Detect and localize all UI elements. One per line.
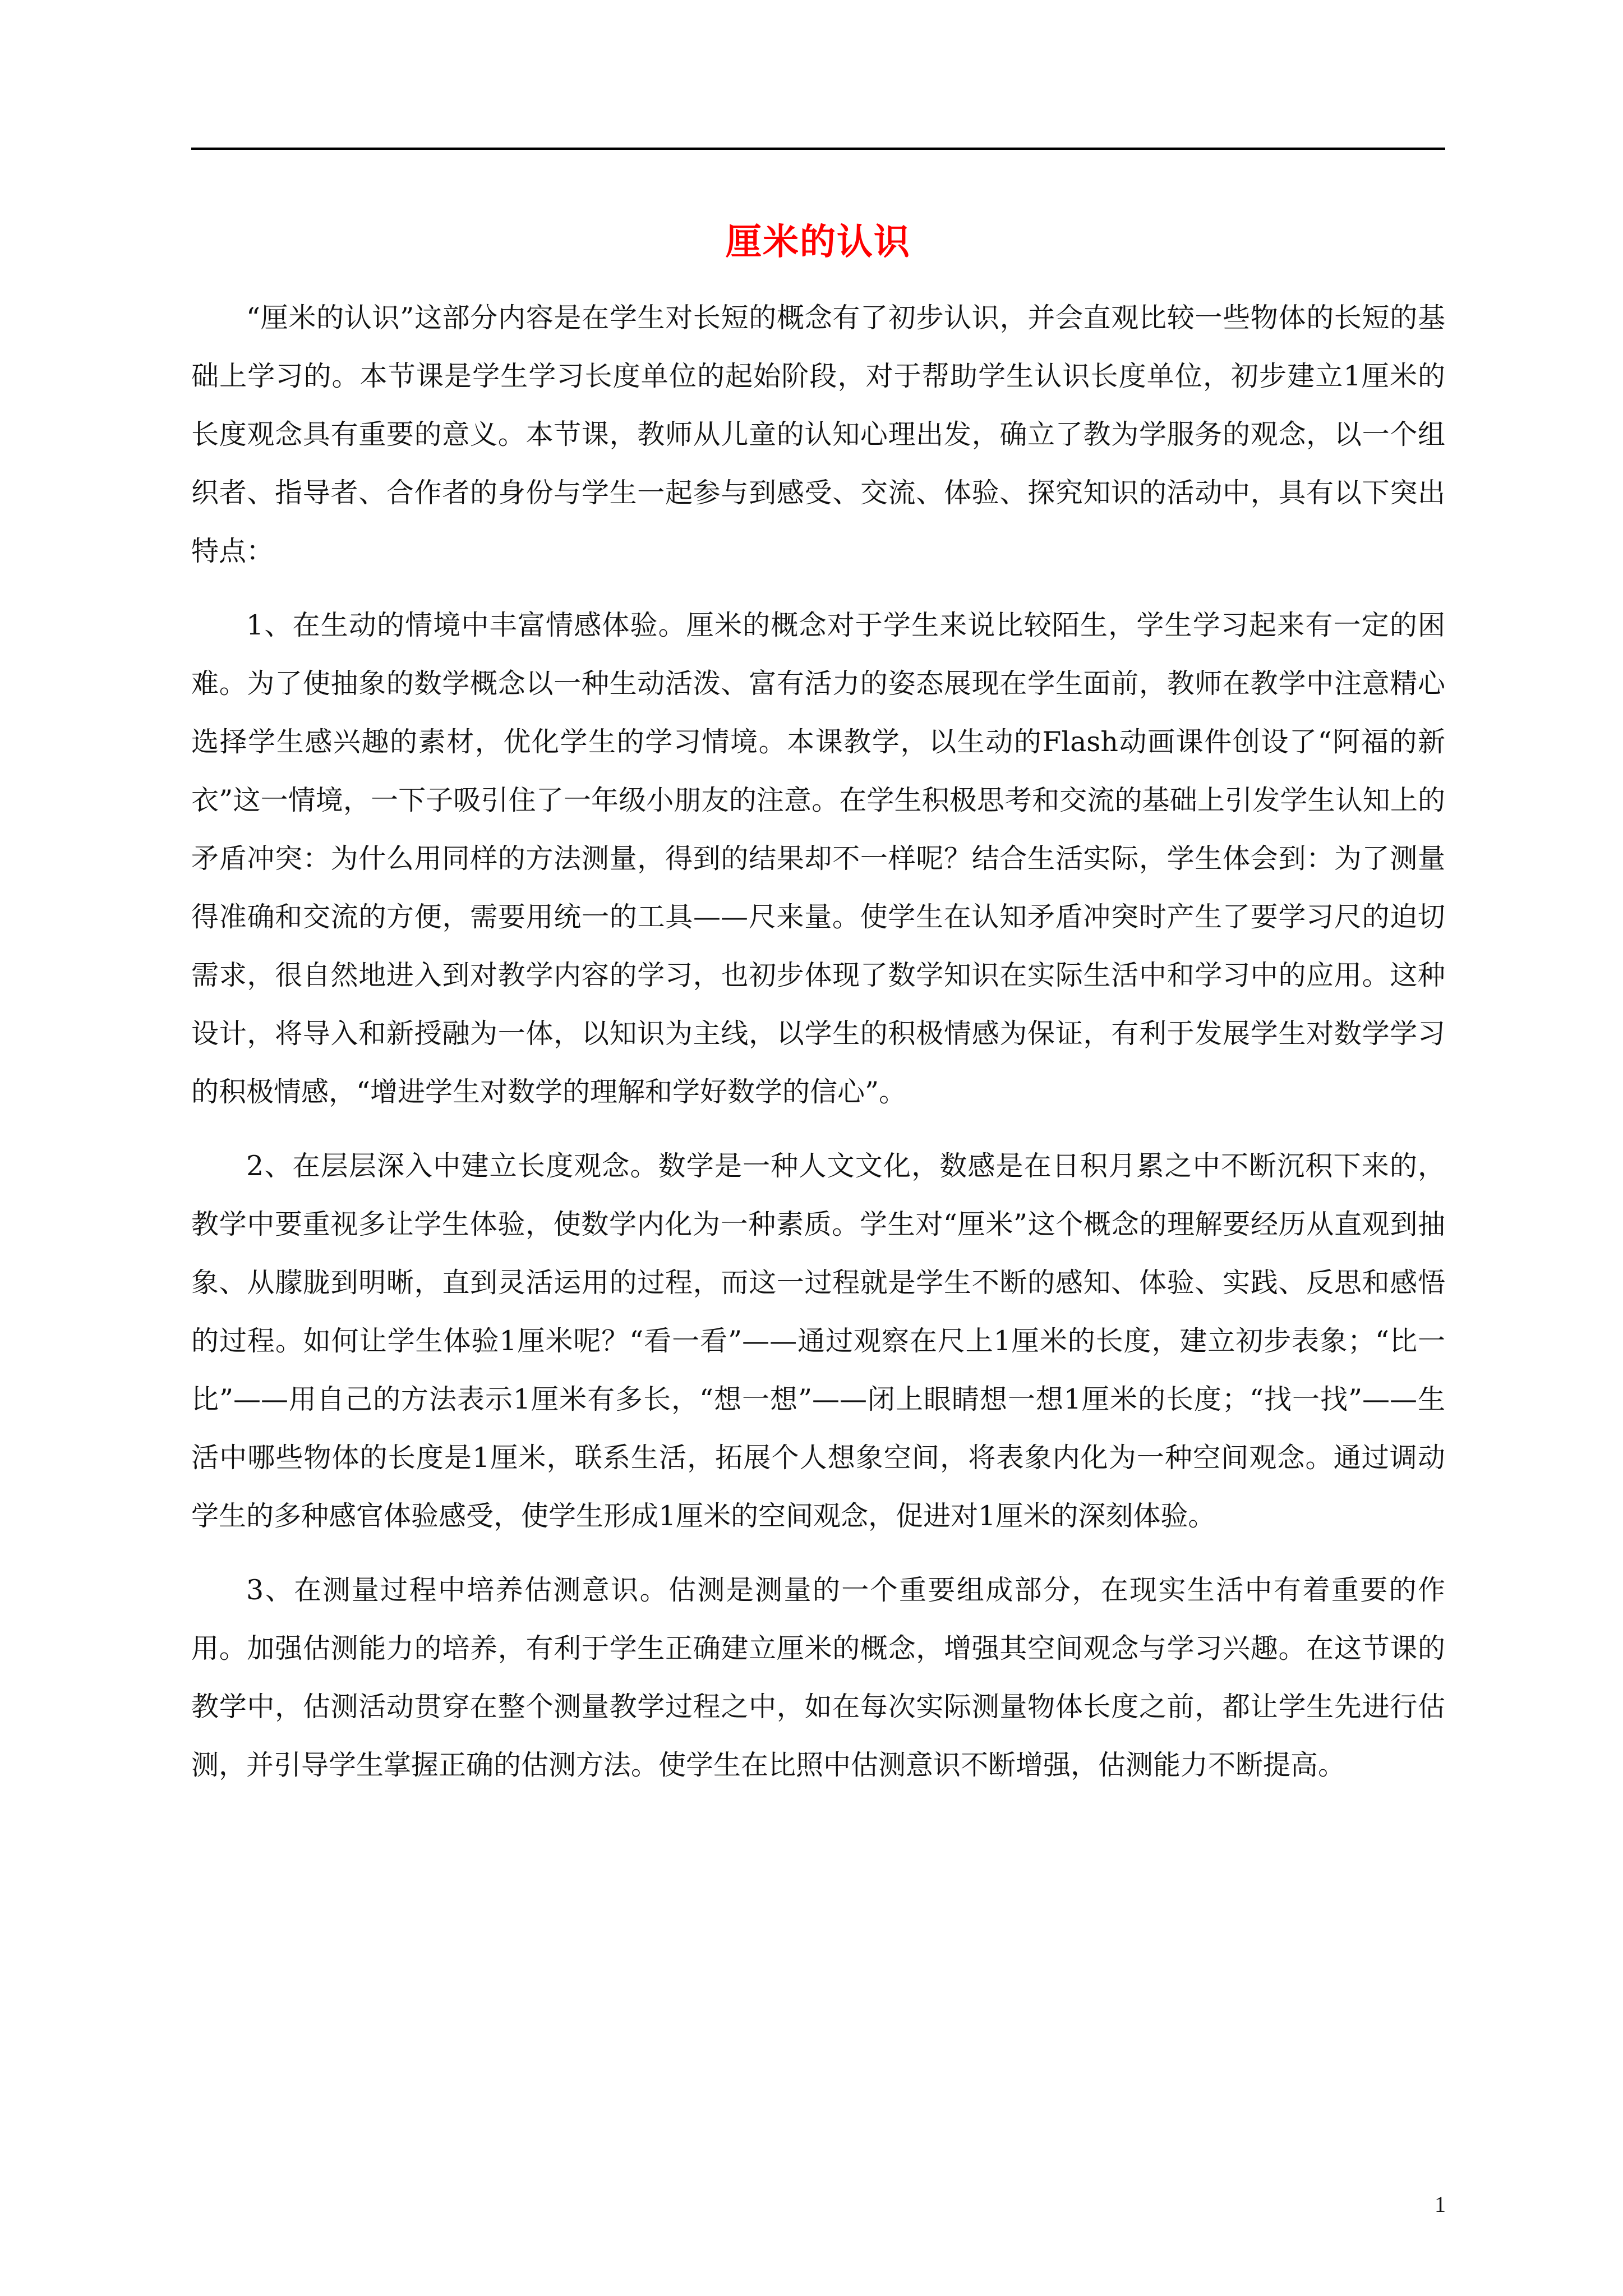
paragraph-point-2: 2、在层层深入中建立长度观念。数学是一种人文文化，数感是在日积月累之中不断沉积下来的，教学中要重视多让学生体验，使数学内化为一种素质。学生对“厘米”这个概念的理解要经历从直观到抽象、从朦胧到明晰，直到灵活运用的过程，而这一过程就是学生不断的感知、体验、实践、反思和感悟的过程。如何让学生体验1厘米呢？“看一看”——通过观察在尺上1厘米的长度，建立初步表象；“比一比”——用自己的方法表示1厘米有多长，“想一想”——闭上眼睛想一想1厘米的长度；“找一找”——生活中哪些物体的长度是1厘米，联系生活，拓展个人想象空间，将表象内化为一种空间观念。通过调动学生的多种感官体验感受，使学生形成1厘米的空间观念，促进对1厘米的深刻体验。 [191, 1150, 1445, 1532]
paragraph-intro: “厘米的认识”这部分内容是在学生对长短的概念有了初步认识，并会直观比较一些物体的长短的基础上学习的。本节课是学生学习长度单位的起始阶段，对于帮助学生认识长度单位，初步建立1厘米的长度观念具有重要的意义。本节课，教师从儿童的认知心理出发，确立了教为学服务的观念，以一个组织者、指导者、合作者的身份与学生一起参与到感受、交流、体验、探究知识的活动中，具有以下突出特点： [191, 302, 1445, 567]
header-rule [191, 148, 1445, 150]
paragraph-point-3: 3、在测量过程中培养估测意识。估测是测量的一个重要组成部分，在现实生活中有着重要的作用。加强估测能力的培养，有利于学生正确建立厘米的概念，增强其空间观念与学习兴趣。在这节课的教学中，估测活动贯穿在整个测量教学过程之中，如在每次实际测量物体长度之前，都让学生先进行估测，并引导学生掌握正确的估测方法。使学生在比照中估测意识不断增强，估测能力不断提高。 [191, 1574, 1445, 1781]
page-title: 厘米的认识 [726, 221, 911, 263]
page-number: 1 [1435, 2192, 1446, 2217]
paragraph-point-1: 1、在生动的情境中丰富情感体验。厘米的概念对于学生来说比较陌生，学生学习起来有一定的困难。为了使抽象的数学概念以一种生动活泼、富有活力的姿态展现在学生面前，教师在教学中注意精心选择学生感兴趣的素材，优化学生的学习情境。本课教学，以生动的Flash动画课件创设了“阿福的新衣”这一情境，一下子吸引住了一年级小朋友的注意。在学生积极思考和交流的基础上引发学生认知上的矛盾冲突：为什么用同样的方法测量，得到的结果却不一样呢？结合生活实际，学生体会到：为了测量得准确和交流的方便，需要用统一的工具——尺来量。使学生在认知矛盾冲突时产生了要学习尺的迫切需求，很自然地进入到对教学内容的学习，也初步体现了数学知识在实际生活中和学习中的应用。这种设计，将导入和新授融为一体，以知识为主线，以学生的积极情感为保证，有利于发展学生对数学学习的积极情感，“增进学生对数学的理解和学好数学的信心”。 [191, 609, 1445, 1108]
document-body [191, 289, 1445, 1810]
